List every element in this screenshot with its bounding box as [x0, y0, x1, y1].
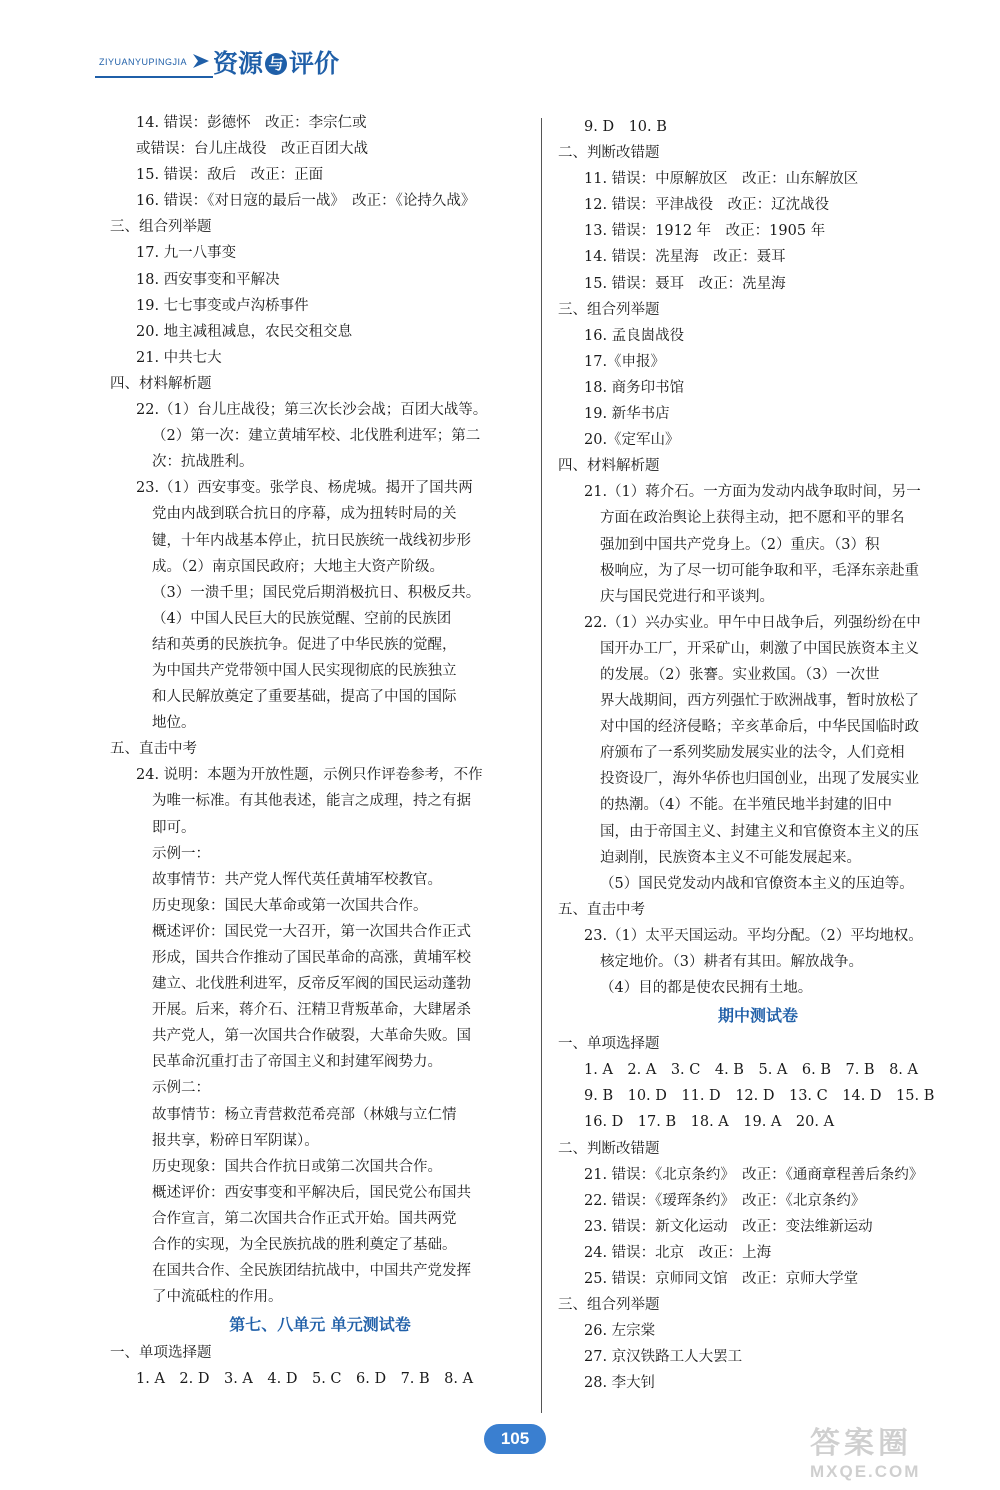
answer-line: 16. D 17. B 18. A 19. A 20. A	[584, 1114, 835, 1131]
answer-line: 界大战期间，西方列强忙于欧洲战事，暂时放松了	[600, 693, 919, 710]
answer-line: 合作的实现，为全民族抗战的胜利奠定了基础。	[152, 1237, 457, 1254]
answer-line: 庆与国民党进行和平谈判。	[600, 588, 774, 605]
answer-line: 16. 错误：《对日寇的最后一战》 改正：《论持久战》	[136, 193, 476, 210]
answer-line: 迫剥削，民族资本主义不可能发展起来。	[600, 849, 861, 866]
answer-line: 14. 错误：冼星海 改正：聂耳	[584, 249, 786, 266]
right-column	[548, 114, 968, 1397]
header-pinyin: ZIYUANYUPINGJIA	[99, 57, 188, 67]
answer-line: 的热潮。（4）不能。在半殖民地半封建的旧中	[600, 797, 892, 814]
section-label: 一、单项选择题	[558, 1036, 660, 1053]
arrow-icon	[191, 50, 213, 72]
answer-line: 21. 中共七大	[136, 349, 222, 366]
answer-line: 27. 京汉铁路工人大罢工	[584, 1349, 743, 1366]
answer-line: 故事情节：共产党人恽代英任黄埔军校教官。	[152, 871, 442, 888]
answer-line: 26. 左宗棠	[584, 1323, 656, 1340]
answer-line: 历史现象：国共合作抗日或第二次国共合作。	[152, 1158, 442, 1175]
answer-line: 为唯一标准。有其他表述，能言之成理，持之有据	[152, 793, 471, 810]
answer-line: 1. A 2. D 3. A 4. D 5. C 6. D 7. B 8. A	[136, 1371, 474, 1388]
section-label: 五、直击中考	[558, 901, 645, 918]
answer-line: 17. 九一八事变	[136, 245, 237, 262]
answer-line: 共产党人，第一次国共合作破裂，大革命失败。国	[152, 1028, 471, 1045]
answer-line: 府颁布了一系列奖励发展实业的法令，人们竞相	[600, 745, 905, 762]
left-column	[100, 110, 540, 1393]
answer-line: 16. 孟良崮战役	[584, 327, 685, 344]
answer-line: （3）一溃千里；国民党后期消极抗日、积极反共。	[152, 584, 481, 601]
answer-line: 11. 错误：中原解放区 改正：山东解放区	[584, 171, 859, 188]
answer-line: 概述评价：国民党一大召开，第一次国共合作正式	[152, 923, 471, 940]
page-number: 105	[484, 1424, 546, 1454]
answer-line: 键，十年内战基本停止，抗日民族统一战线初步形	[152, 532, 471, 549]
answer-line: 18. 西安事变和平解决	[136, 271, 280, 288]
header-rule	[95, 76, 213, 78]
section-label: 二、判断改错题	[558, 145, 660, 162]
brand-part-b: 评价	[289, 49, 340, 78]
answer-line: 开展。后来，蒋介石、汪精卫背叛革命，大肆屠杀	[152, 1002, 471, 1019]
section-label: 三、组合列举题	[558, 301, 660, 318]
answer-line: 为中国共产党带领中国人民实现彻底的民族独立	[152, 662, 457, 679]
answer-line: 或错误：台儿庄战役 改正百团大战	[136, 141, 368, 158]
answer-line: 结和英勇的民族抗争。促进了中华民族的觉醒，	[152, 636, 457, 653]
answer-line: （4）目的都是使农民拥有土地。	[600, 980, 813, 997]
answer-line: 示例二：	[152, 1080, 210, 1097]
answer-line: 核定地价。（3）耕者有其田。解放战争。	[600, 954, 863, 970]
answer-line: 次：抗战胜利。	[152, 454, 254, 471]
answer-line: 在国共合作、全民族团结抗战中，中国共产党发挥	[152, 1263, 471, 1280]
section-label: 四、材料解析题	[558, 458, 660, 475]
answer-line: 20.《定军山》	[584, 432, 680, 449]
header-brand	[213, 44, 339, 80]
section-label: 二、判断改错题	[558, 1140, 660, 1157]
answer-line: 15. 错误：聂耳 改正：冼星海	[584, 275, 786, 292]
section-label: 三、组合列举题	[110, 219, 212, 236]
answer-line: 极响应，为了尽一切可能争取和平，毛泽东亲赴重	[600, 562, 919, 579]
answer-line: 22.（1）兴办实业。甲午中日战争后，列强纷纷在中	[584, 614, 921, 631]
section-label: 四、材料解析题	[110, 375, 212, 392]
answer-line: 党由内战到联合抗日的序幕，成为扭转时局的关	[152, 506, 457, 523]
answer-line: 15. 错误：敌后 改正：正面	[136, 167, 324, 184]
brand-connector: 与	[265, 53, 287, 75]
answer-line: 的发展。（2）张謇。实业救国。（3）一次世	[600, 666, 880, 683]
answer-line: 强加到中国共产党身上。（2）重庆。（3）积	[600, 536, 880, 553]
answer-line: 历史现象：国民大革命或第一次国共合作。	[152, 897, 428, 914]
answer-line: 22.（1）台儿庄战役；第三次长沙会战；百团大战等。	[136, 402, 488, 419]
answer-line: 28. 李大钊	[584, 1375, 656, 1392]
answer-line: 民革命沉重打击了帝国主义和封建军阀势力。	[152, 1054, 442, 1071]
answer-line: 概述评价：西安事变和平解决后，国民党公布国共	[152, 1184, 471, 1201]
answer-line: 20. 地主减租减息，农民交租交息	[136, 323, 353, 340]
answer-line: 22. 错误：《瑷珲条约》 改正：《北京条约》	[584, 1192, 866, 1209]
answer-line: 9. B 10. D 11. D 12. D 13. C 14. D 15. B	[584, 1088, 935, 1105]
answer-line: 19. 新华书店	[584, 406, 670, 423]
section-heading: 第七、八单元 单元测试卷	[229, 1315, 411, 1335]
section-label: 一、单项选择题	[110, 1345, 212, 1362]
watermark-line1: 答案圈	[810, 1426, 912, 1461]
answer-line: 地位。	[152, 715, 196, 732]
answer-line: 9. D 10. B	[584, 119, 667, 135]
answer-line: （5）国民党发动内战和官僚资本主义的压迫等。	[600, 875, 914, 892]
brand-part-a: 资源	[213, 49, 264, 78]
answer-line: 13. 错误：1912 年 改正：1905 年	[584, 223, 826, 240]
answer-line: 17.《申报》	[584, 353, 666, 370]
answer-line: 了中流砥柱的作用。	[152, 1289, 283, 1306]
watermark	[810, 1418, 970, 1480]
section-label: 三、组合列举题	[558, 1297, 660, 1314]
answer-line: 方面在政治舆论上获得主动，把不愿和平的罪名	[600, 510, 905, 527]
answer-line: （4）中国人民巨大的民族觉醒、空前的民族团	[152, 610, 452, 627]
answer-line: 19. 七七事变或卢沟桥事件	[136, 297, 309, 314]
answer-line: 21. 错误：《北京条约》 改正：《通商章程善后条约》	[584, 1166, 924, 1183]
answer-line: 示例一：	[152, 845, 210, 862]
answer-line: 建立、北伐胜利进军，反帝反军阀的国民运动蓬勃	[152, 976, 471, 993]
answer-line: （2）第一次：建立黄埔军校、北伐胜利进军；第二	[152, 428, 481, 445]
answer-line: 对中国的经济侵略；辛亥革命后，中华民国临时政	[600, 719, 919, 736]
answer-line: 24. 错误：北京 改正：上海	[584, 1244, 772, 1261]
answer-line: 24. 说明：本题为开放性题，示例只作评卷参考，不作	[136, 767, 483, 784]
column-divider	[541, 118, 542, 1413]
answer-line: 23.（1）太平天国运动。平均分配。（2）平均地权。	[584, 927, 923, 944]
answer-line: 报共享，粉碎日军阴谋）。	[152, 1132, 319, 1149]
answer-line: 21.（1）蒋介石。一方面为发动内战争取时间，另一	[584, 484, 921, 501]
answer-line: 国，由于帝国主义、封建主义和官僚资本主义的压	[600, 823, 919, 840]
section-label: 五、直击中考	[110, 741, 197, 758]
section-heading: 期中测试卷	[717, 1006, 798, 1026]
answer-line: 1. A 2. A 3. C 4. B 5. A 6. B 7. B 8. A	[584, 1062, 918, 1079]
answer-line: 国开办工厂，开采矿山，刺激了中国民族资本主义	[600, 640, 919, 657]
header-logo	[95, 42, 365, 84]
answer-line: 成。（2）南京国民政府；大地主大资产阶级。	[152, 558, 444, 575]
answer-line: 合作宣言，第二次国共合作正式开始。国共两党	[152, 1210, 457, 1227]
answer-line: 23.（1）西安事变。张学良、杨虎城。揭开了国共两	[136, 480, 473, 497]
answer-line: 12. 错误：平津战役 改正：辽沈战役	[584, 197, 830, 214]
answer-line: 和人民解放奠定了重要基础，提高了中国的国际	[152, 689, 457, 706]
answer-line: 投资设厂，海外华侨也归国创业，出现了发展实业	[600, 771, 919, 788]
watermark-line2: MXQE.COM	[810, 1462, 921, 1481]
answer-line: 形成，国共合作推动了国民革命的高涨，黄埔军校	[152, 950, 471, 966]
answer-line: 25. 错误：京师同文馆 改正：京师大学堂	[584, 1271, 859, 1288]
answer-line: 故事情节：杨立青营救范希亮部（林娥与立仁情	[152, 1106, 457, 1123]
answer-line: 即可。	[152, 819, 196, 836]
answer-line: 18. 商务印书馆	[584, 379, 685, 396]
answer-line: 14. 错误：彭德怀 改正：李宗仁或	[136, 115, 367, 131]
answer-line: 23. 错误：新文化运动 改正：变法维新运动	[584, 1218, 873, 1235]
